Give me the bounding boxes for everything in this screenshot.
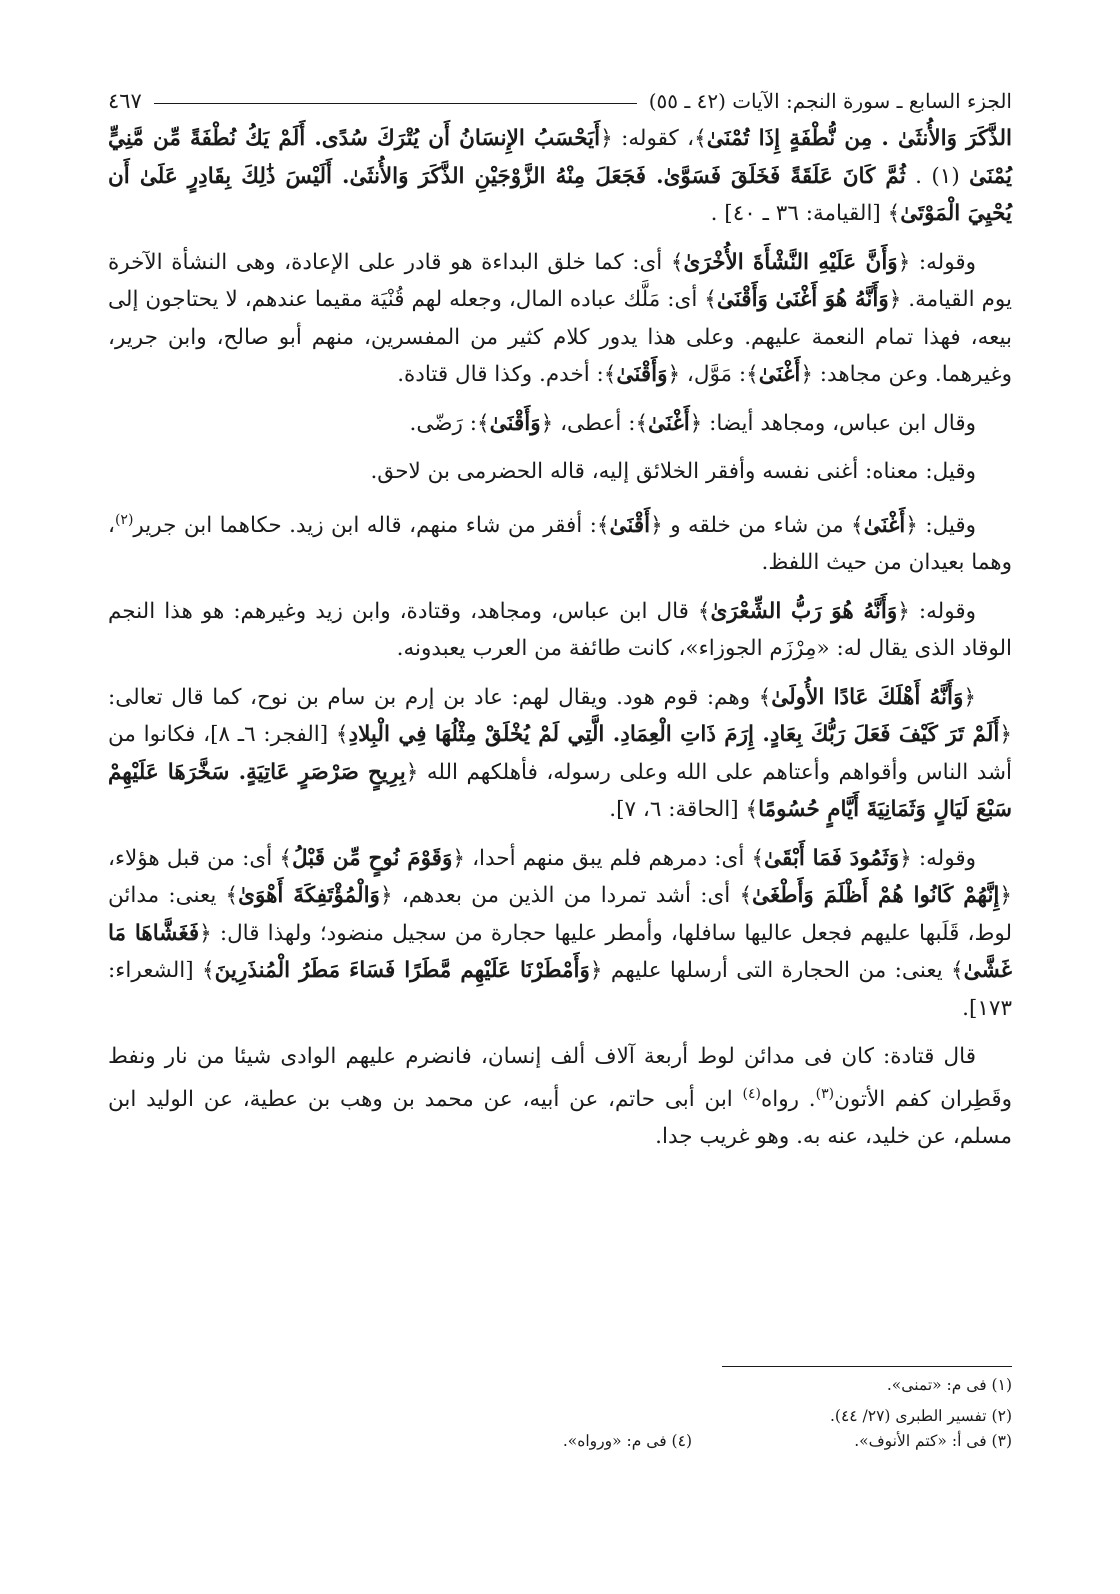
footnote-marker: (٤) bbox=[742, 1085, 761, 1102]
quran-quote: إِنَّهُمْ كَانُوا هُمْ أَظْلَمَ وَأَطْغَىٰ bbox=[752, 883, 1000, 909]
text-run: ﴾ من شاء من خلقه و ﴿ bbox=[650, 512, 864, 538]
text-run: ﴾ [القيامة: ٣٦ ـ ٤٠] . bbox=[710, 201, 901, 226]
text-run: وقال ابن عباس، ومجاهد أيضا: ﴿ bbox=[689, 410, 976, 436]
quran-quote: وَأَقْنَىٰ bbox=[616, 362, 668, 387]
text-run: ﴾ [الشعراء: ١٧٣]. bbox=[108, 958, 1012, 1021]
text-run: ﴾ أى: كما خلق البداءة هو قادر على الإعادة، وهى النشأة الآخرة يوم القيامة. ﴿ bbox=[108, 249, 1012, 312]
footnote-marker: (٢) bbox=[114, 511, 134, 528]
quran-quote: وَأَنَّهُ أَهْلَكَ عَادًا الأُولَىٰ bbox=[771, 684, 964, 710]
text-run: ﴾، كقوله: ﴿ bbox=[600, 126, 707, 151]
quran-quote: فَغَشَّاهَا مَا غَشَّىٰ bbox=[108, 920, 1012, 984]
text-run: ﴾ [الفجر: ٦ـ ٨]، فكانوا من أشد الناس وأقواهم وأعتاهم على الله وعلى رسوله، فأهلكهم الله ﴿ bbox=[108, 722, 1012, 785]
paragraph bbox=[108, 840, 1012, 1028]
text-run: ﴾: أفقر من شاء منهم، قاله ابن زيد. حكاهما ابن جرير bbox=[133, 512, 610, 538]
quran-quote: الذَّكَرَ وَالأُنثَىٰ . مِن نُّطْفَةٍ إِذَا تُمْنَىٰ bbox=[706, 126, 1013, 151]
footnote-row bbox=[108, 1429, 1012, 1454]
paragraph bbox=[108, 1038, 1012, 1156]
text-run: ﴾ أى: من قبل هؤلاء، ﴿ bbox=[108, 845, 1013, 909]
quran-quote: أَغْنَىٰ bbox=[863, 512, 906, 538]
quran-quote: وَأَنَّهُ هُوَ أَغْنَىٰ وَأَقْنَىٰ bbox=[716, 287, 889, 312]
text-run: ﴾ [الحاقة: ٦، ٧]. bbox=[609, 797, 759, 823]
book-page bbox=[108, 84, 1012, 1167]
text-run: ﴾ قال ابن عباس، ومجاهد، وقتادة، وابن زيد وغيرهم: هو هذا النجم الوقاد الذى يقال له: «مِرْزَم الجوزاء»، كانت طائفة من العرب يعبدونه. bbox=[108, 598, 1012, 662]
text-run: ﴾ أى: أشد تمردا من الذين من بعدهم، ﴿ bbox=[379, 883, 753, 909]
footnote-4: (٤) فى م: «ورواه». bbox=[562, 1432, 692, 1450]
page-body bbox=[108, 120, 1012, 1156]
quran-quote: أَغْنَىٰ bbox=[758, 362, 801, 387]
text-run: قال قتادة: كان فى مدائن لوط أربعة آلاف ألف إنسان، فانضرم عليهم الوادى شيئا من نار ونفط وقَطِران كفم الأتون bbox=[108, 1044, 1013, 1112]
text-run: ﴾ يعنى: من الحجارة التى أرسلها عليهم ﴿ bbox=[589, 958, 964, 984]
text-run: وقوله: ﴿ bbox=[899, 845, 976, 871]
text-run: ﴾: أعطى، ﴿ bbox=[540, 410, 649, 436]
text-run: ﴾: أخدم. وكذا قال قتادة. bbox=[397, 362, 617, 387]
paragraph bbox=[108, 502, 1012, 582]
quran-quote: وَأَنَّهُ هُوَ رَبُّ الشِّعْرَىٰ bbox=[710, 598, 898, 624]
text-run: وقوله: ﴿ bbox=[897, 598, 976, 624]
footnote-2: (٢) تفسير الطبرى (٢٧/ ٤٤). bbox=[829, 1407, 1012, 1425]
text-run: . رواه bbox=[761, 1086, 816, 1112]
quran-quote: أَيَحْسَبُ الإِنسَانُ أَن يُتْرَكَ سُدًى. أَلَمْ يَكُ نُطْفَةً مِّن مَّنِيٍّ يُمْنَىٰ bbox=[108, 126, 1012, 189]
text-run: ابن أبى حاتم، عن أبيه، عن محمد بن وهب بن عطية، عن الوليد ابن مسلم، عن خليد، عنه به. وهو غريب جدا. bbox=[108, 1086, 1012, 1150]
footnotes bbox=[108, 1366, 1012, 1454]
text-run: ﴾ يعنى: مدائن لوط، قَلَبها عليهم فجعل عاليها سافلها، وأمطر عليها حجارة من سجيل منضود؛ ولهذا قال: ﴿ bbox=[108, 883, 1012, 946]
quran-quote: وَالْمُؤْتَفِكَةَ أَهْوَىٰ bbox=[238, 883, 380, 909]
quran-quote: وَأَنَّ عَلَيْهِ النَّشْأَةَ الأُخْرَىٰ bbox=[683, 249, 898, 275]
text-run: ، وهما بعيدان من حيث اللفظ. bbox=[108, 512, 1012, 576]
header-title: الجزء السابع ـ سورة النجم: الآيات (٤٢ ـ ٥٥) bbox=[648, 89, 1012, 113]
paragraph bbox=[108, 244, 1012, 394]
text-run: ﴾ أى: مَلَّك عباده المال، وجعله لهم قُنْيَة مقيما عندهم، لا يحتاجون إلى بيعه، فهذا تمام النعمة عليهم. وعلى هذا يدور كلام كثير من المفسرين، منهم أبو صالح، وابن جرير، وغيرهما. وعن مجاهد: ﴿ bbox=[108, 287, 1012, 387]
footnote-3: (٣) فى أ: «كتم الأنوف». bbox=[854, 1432, 1012, 1450]
quran-quote: وَقَوْمَ نُوحٍ مِّن قَبْلُ bbox=[291, 845, 453, 871]
paragraph bbox=[108, 593, 1012, 668]
quran-quote: وَأَمْطَرْنَا عَلَيْهِم مَّطَرًا فَسَاءَ مَطَرُ الْمُنذَرِينَ bbox=[214, 958, 590, 984]
text-run: ﴾: مَوَّل، ﴿ bbox=[667, 362, 759, 387]
footnote-marker: (٣) bbox=[815, 1085, 835, 1102]
text-run: ﴾: رَضّى. bbox=[409, 410, 490, 436]
text-run: ﴾ أى: دمرهم فلم يبق منهم أحدا، ﴿ bbox=[452, 845, 765, 871]
footnote-rule bbox=[722, 1366, 1012, 1367]
footnote-1: (١) فى م: «تمنى». bbox=[886, 1376, 1012, 1394]
running-header bbox=[108, 84, 1012, 118]
quran-quote: ثُمَّ كَانَ عَلَقَةً فَخَلَقَ فَسَوَّىٰ. فَجَعَلَ مِنْهُ الزَّوْجَيْنِ الذَّكَرَ وَالأُنثَىٰ. أَلَيْسَ ذَٰلِكَ بِقَادِرٍ عَلَىٰ أَن يُحْيِيَ الْمَوْتَىٰ bbox=[108, 163, 1012, 226]
quran-quote: بِرِيحٍ صَرْصَرٍ عَاتِيَةٍ. سَخَّرَهَا عَلَيْهِمْ سَبْعَ لَيَالٍ وَثَمَانِيَةَ أَيَّامٍ حُسُومًا bbox=[108, 759, 1012, 823]
text-run: وقوله: ﴿ bbox=[897, 249, 976, 275]
text-run: (١) . bbox=[905, 163, 970, 189]
quran-quote: أَلَمْ تَرَ كَيْفَ فَعَلَ رَبُّكَ بِعَادٍ. إِرَمَ ذَاتِ الْعِمَادِ. الَّتِي لَمْ يُخْلَقْ مِثْلُهَا فِي الْبِلادِ bbox=[348, 722, 1000, 748]
quran-quote: وَأَقْنَىٰ bbox=[489, 410, 541, 436]
paragraph bbox=[108, 453, 1012, 491]
text-run: ﴾ وهم: قوم هود. ويقال لهم: عاد بن إرم بن سام بن نوح، كما قال تعالى: ﴿ bbox=[108, 684, 1012, 748]
page-number: ٤٦٧ bbox=[108, 89, 142, 113]
paragraph bbox=[108, 679, 1012, 829]
header-rule bbox=[154, 103, 637, 104]
paragraph bbox=[108, 120, 1012, 233]
paragraph bbox=[108, 405, 1012, 443]
quran-quote: وَثَمُودَ فَمَا أَبْقَىٰ bbox=[764, 845, 900, 871]
quran-quote: أَقْنَىٰ bbox=[609, 512, 651, 538]
quran-quote: أَغْنَىٰ bbox=[648, 410, 690, 436]
text-run: وقيل: ﴿ bbox=[905, 512, 976, 538]
text-run: وقيل: معناه: أغنى نفسه وأفقر الخلائق إليه، قاله الحضرمى بن لاحق. bbox=[370, 459, 976, 484]
text-run: ﴿ bbox=[963, 684, 976, 710]
